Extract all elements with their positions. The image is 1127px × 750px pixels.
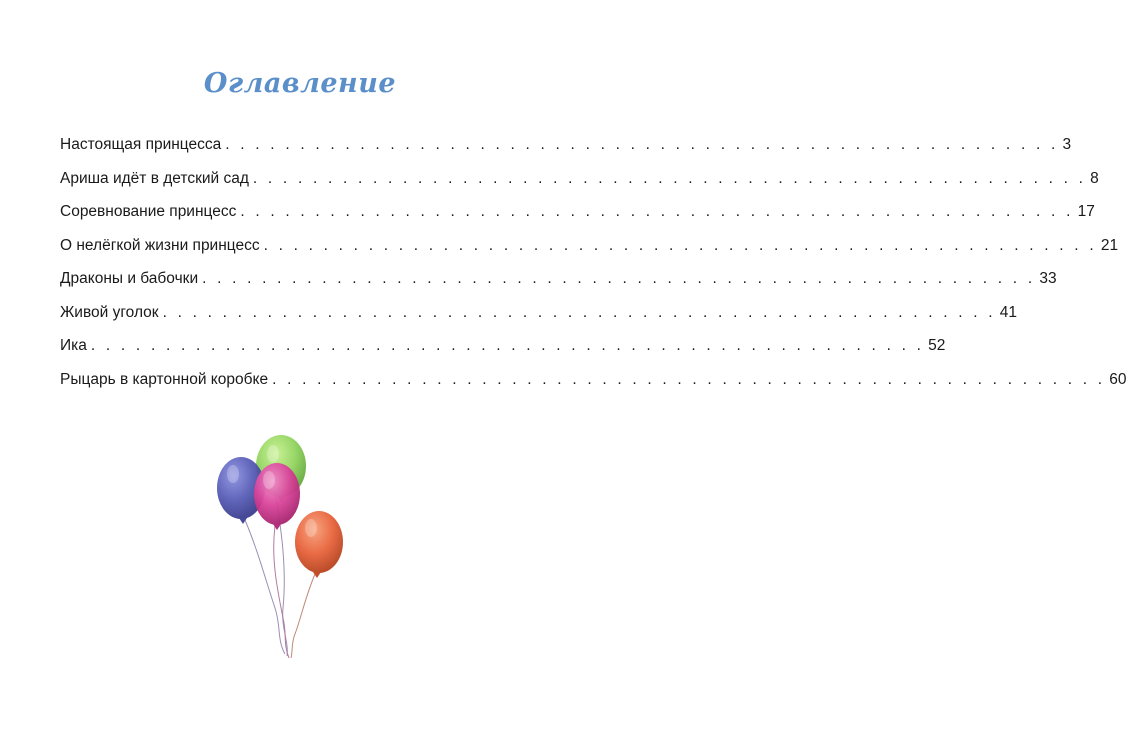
toc-entry-title: Ика — [60, 337, 87, 354]
toc-entry[interactable] — [60, 270, 1057, 304]
toc-entry-page: 17 — [1077, 203, 1095, 220]
toc-entry-page: 41 — [999, 303, 1018, 321]
toc-leader-dots: . . . . . . . . . . . . . . . . . . . . . . . . . . . . . . . . . . . . . . . . . . . . . . . . . . . . . . . . — [90, 337, 925, 354]
toc-entry-page: 52 — [928, 337, 946, 354]
table-of-contents — [60, 136, 1127, 404]
toc-leader-dots: . . . . . . . . . . . . . . . . . . . . . . . . . . . . . . . . . . . . . . . . . . . . . . . . . . . . . . . . — [252, 169, 1087, 187]
toc-leader-dots: . . . . . . . . . . . . . . . . . . . . . . . . . . . . . . . . . . . . . . . . . . . . . . . . . . . . . . . . — [162, 303, 996, 321]
toc-entry[interactable] — [60, 136, 1072, 170]
toc-entry-title: О нелёгкой жизни принцесс — [60, 236, 260, 254]
toc-leader-dots: . . . . . . . . . . . . . . . . . . . . . . . . . . . . . . . . . . . . . . . . . . . . . . . . . . . . . . . . — [225, 136, 1059, 153]
toc-entry-title: Ариша идёт в детский сад — [60, 169, 249, 187]
toc-entry-title: Настоящая принцесса — [60, 136, 222, 153]
toc-entry[interactable] — [60, 169, 1099, 204]
toc-entry[interactable] — [60, 370, 1127, 405]
toc-entry-page: 33 — [1039, 270, 1057, 287]
toc-entry-page: 21 — [1100, 236, 1119, 254]
toc-entry-title: Соревнование принцесс — [60, 203, 237, 220]
toc-entry[interactable] — [60, 337, 946, 371]
balloon-string — [274, 526, 289, 658]
toc-entry-page: 60 — [1109, 370, 1127, 388]
toc-leader-dots: . . . . . . . . . . . . . . . . . . . . . . . . . . . . . . . . . . . . . . . . . . . . . . . . . . . . . . . . — [202, 270, 1036, 287]
toc-entry[interactable] — [60, 236, 1119, 271]
toc-leader-dots: . . . . . . . . . . . . . . . . . . . . . . . . . . . . . . . . . . . . . . . . . . . . . . . . . . . . . . . . — [263, 236, 1097, 254]
toc-entry-title: Рыцарь в картонной коробке — [60, 370, 269, 388]
toc-entry[interactable] — [60, 303, 1018, 338]
toc-entry-title: Драконы и бабочки — [60, 270, 199, 287]
toc-entry[interactable] — [60, 203, 1095, 237]
page-title: Оглавление — [203, 68, 397, 99]
orange-balloon — [295, 511, 343, 578]
toc-entry-page: 3 — [1062, 136, 1072, 153]
toc-entry-title: Живой уголок — [60, 303, 159, 321]
toc-leader-dots: . . . . . . . . . . . . . . . . . . . . . . . . . . . . . . . . . . . . . . . . . . . . . . . . . . . . . . . . — [240, 203, 1074, 220]
pink-balloon — [254, 463, 300, 530]
toc-leader-dots: . . . . . . . . . . . . . . . . . . . . . . . . . . . . . . . . . . . . . . . . . . . . . . . . . . . . . . . . — [272, 370, 1106, 388]
toc-entry-page: 8 — [1090, 169, 1099, 187]
balloon-string — [291, 574, 315, 658]
balloons-illustration — [205, 428, 365, 660]
balloon-string — [245, 520, 285, 654]
